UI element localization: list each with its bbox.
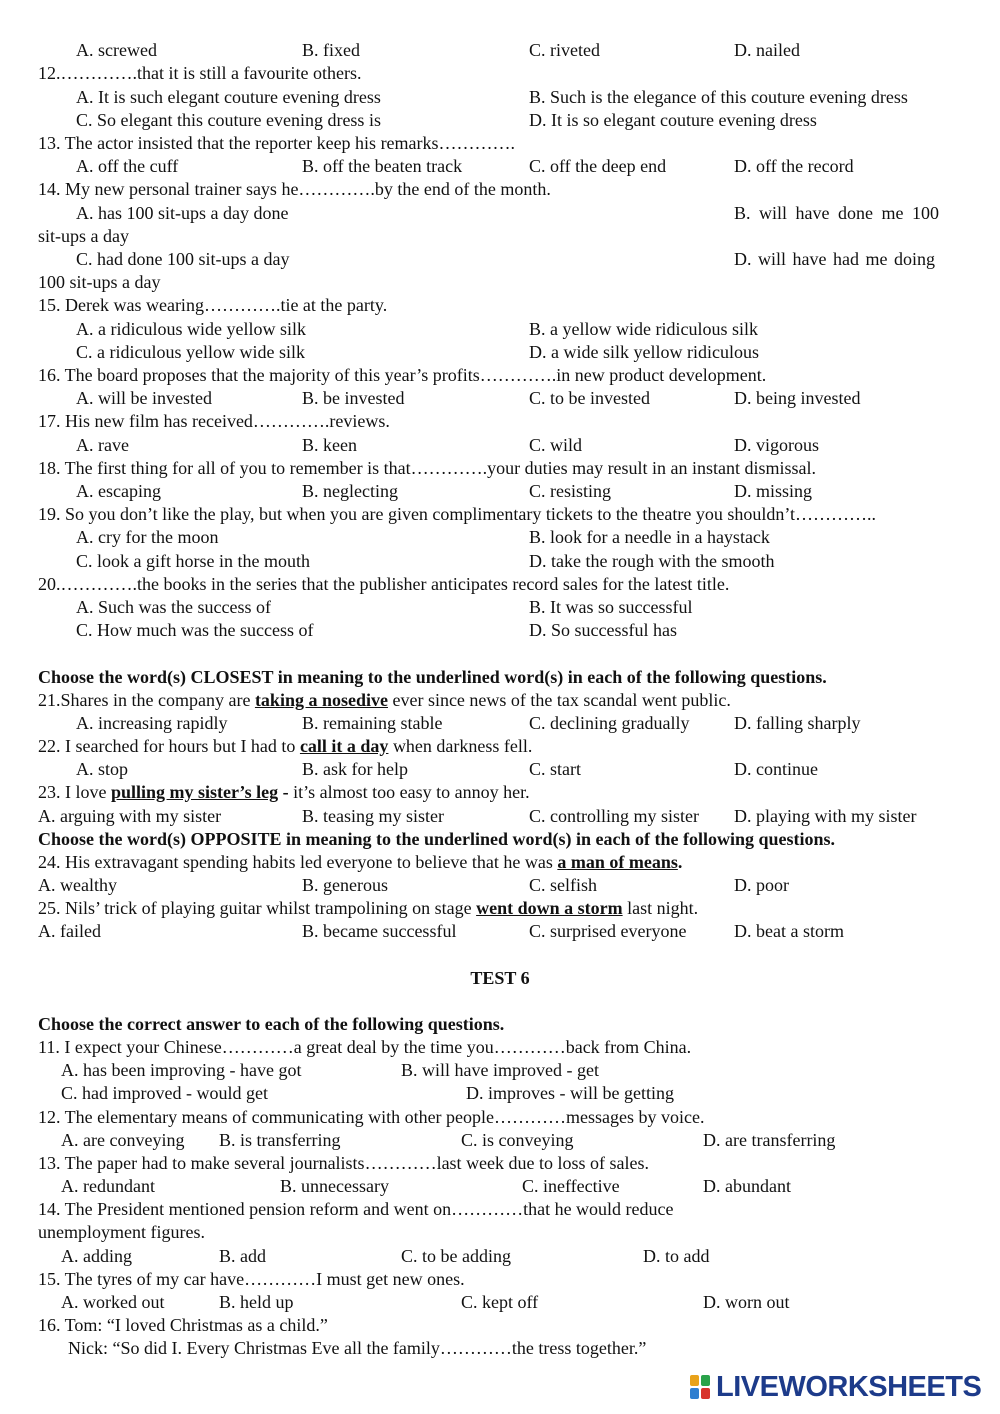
q20-option-d[interactable]: D. So successful has (529, 620, 677, 640)
q14-stem: 14. My new personal trainer says he………….by the end of the month. (38, 179, 551, 199)
q12-stem: 12.………….that it is still a favourite others. (38, 63, 362, 83)
q24-stem (38, 851, 682, 873)
q25-option-a[interactable]: A. failed (38, 921, 101, 941)
q12-option-b[interactable]: B. Such is the elegance of this couture evening dress (529, 87, 908, 107)
t6-q16-dialogue: Nick: “So did I. Every Christmas Eve all the family…………the tress together.” (68, 1338, 647, 1358)
t6-q11-option-d[interactable]: D. improves - will be getting (466, 1083, 674, 1103)
t6-q13-option-a[interactable]: A. redundant (61, 1176, 155, 1196)
q13-option-a[interactable]: A. off the cuff (76, 156, 179, 176)
q20-option-b[interactable]: B. It was so successful (529, 597, 693, 617)
q25-text-post: last night. (622, 898, 699, 918)
q15-stem: 15. Derek was wearing………….tie at the party. (38, 295, 388, 315)
test6-heading: Choose the correct answer to each of the following questions. (38, 1014, 505, 1034)
q24-option-b[interactable]: B. generous (302, 875, 388, 895)
t6-q14-stem-cont: unemployment figures. (38, 1222, 205, 1242)
q17-option-a[interactable]: A. rave (76, 435, 129, 455)
q15-option-b[interactable]: B. a yellow wide ridiculous silk (529, 319, 758, 339)
t6-q13-option-b[interactable]: B. unnecessary (280, 1176, 389, 1196)
q13-option-c[interactable]: C. off the deep end (529, 156, 667, 176)
q25-option-b[interactable]: B. became successful (302, 921, 457, 941)
q25-stem (38, 897, 698, 919)
t6-q14-option-a[interactable]: A. adding (61, 1246, 132, 1266)
q18-option-b[interactable]: B. neglecting (302, 481, 398, 501)
q21-option-a[interactable]: A. increasing rapidly (76, 713, 228, 733)
q25-text-pre: 25. Nils’ trick of playing guitar whilst trampolining on stage (38, 898, 477, 918)
q22-option-c[interactable]: C. start (529, 759, 581, 779)
q15-option-a[interactable]: A. a ridiculous wide yellow silk (76, 319, 306, 339)
opposite-heading: Choose the word(s) OPPOSITE in meaning to the underlined word(s) in each of the following questions. (38, 829, 836, 849)
q21-stem (38, 689, 731, 711)
q25-option-c[interactable]: C. surprised everyone (529, 921, 687, 941)
t6-q14-option-b[interactable]: B. add (219, 1246, 266, 1266)
q18-option-a[interactable]: A. escaping (76, 481, 161, 501)
t6-q15-option-c[interactable]: C. kept off (461, 1292, 539, 1312)
q18-option-c[interactable]: C. resisting (529, 481, 612, 501)
q12-option-d[interactable]: D. It is so elegant couture evening dress (529, 110, 817, 130)
q25-option-d[interactable]: D. beat a storm (734, 921, 844, 941)
q14-option-c[interactable]: C. had done 100 sit-ups a day (76, 249, 290, 269)
q14-option-d-cont[interactable]: 100 sit-ups a day (38, 272, 161, 292)
q17-option-b[interactable]: B. keen (302, 435, 357, 455)
q21-underlined-phrase: taking a nosedive (254, 690, 388, 710)
t6-q15-option-a[interactable]: A. worked out (61, 1292, 165, 1312)
t6-q15-option-d[interactable]: D. worn out (703, 1292, 790, 1312)
q24-option-a[interactable]: A. wealthy (38, 875, 117, 895)
t6-q12-option-b[interactable]: B. is transferring (219, 1130, 341, 1150)
q13-option-d[interactable]: D. off the record (734, 156, 854, 176)
q23-underlined-phrase: pulling my sister’s leg (110, 782, 279, 802)
t6-q13-option-d[interactable]: D. abundant (703, 1176, 791, 1196)
q15-option-d[interactable]: D. a wide silk yellow ridiculous (529, 342, 759, 362)
q14-option-b[interactable]: B. will have done me 100 (734, 203, 939, 223)
t6-q14-option-d[interactable]: D. to add (643, 1246, 710, 1266)
q11-option-a[interactable]: A. screwed (76, 40, 157, 60)
q14-option-b-cont[interactable]: sit-ups a day (38, 226, 129, 246)
q23-text-post: it’s almost too easy to annoy her. (288, 782, 530, 802)
t6-q14-option-c[interactable]: C. to be adding (401, 1246, 511, 1266)
q22-text-pre: 22. I searched for hours but I had to (38, 736, 300, 756)
q20-stem: 20.………….the books in the series that the publisher anticipates record sales for the latest title. (38, 574, 730, 594)
q22-option-a[interactable]: A. stop (76, 759, 129, 779)
q19-option-a[interactable]: A. cry for the moon (76, 527, 219, 547)
q22-option-d[interactable]: D. continue (734, 759, 818, 779)
q23-stem (38, 781, 530, 803)
q22-underlined-phrase: call it a day (299, 736, 389, 756)
q17-stem: 17. His new film has received………….reviews. (38, 411, 390, 431)
q11-option-b[interactable]: B. fixed (302, 40, 360, 60)
q19-option-c[interactable]: C. look a gift horse in the mouth (76, 551, 310, 571)
t6-q12-option-d[interactable]: D. are transferring (703, 1130, 836, 1150)
q21-option-d[interactable]: D. falling sharply (734, 713, 861, 733)
q23-text-pre: 23. I love (38, 782, 111, 802)
q17-option-d[interactable]: D. vigorous (734, 435, 819, 455)
q23-dash: - (278, 782, 289, 802)
q24-text-post: . (677, 852, 683, 872)
q15-option-c[interactable]: C. a ridiculous yellow wide silk (76, 342, 305, 362)
q23-option-a[interactable]: A. arguing with my sister (38, 806, 222, 826)
q22-option-b[interactable]: B. ask for help (302, 759, 408, 779)
q17-option-c[interactable]: C. wild (529, 435, 583, 455)
q11-option-c[interactable]: C. riveted (529, 40, 600, 60)
q20-option-c[interactable]: C. How much was the success of (76, 620, 314, 640)
t6-q11-option-c[interactable]: C. had improved - would get (61, 1083, 268, 1103)
q16-option-c[interactable]: C. to be invested (529, 388, 650, 408)
closest-heading: Choose the word(s) CLOSEST in meaning to the underlined word(s) in each of the following questions. (38, 667, 827, 687)
q13-stem: 13. The actor insisted that the reporter keep his remarks…………. (38, 133, 516, 153)
q16-option-b[interactable]: B. be invested (302, 388, 405, 408)
t6-q14-stem: 14. The President mentioned pension reform and went on…………that he would reduce (38, 1199, 674, 1219)
t6-q15-option-b[interactable]: B. held up (219, 1292, 294, 1312)
q24-option-d[interactable]: D. poor (734, 875, 789, 895)
q21-text-post: ever since news of the tax scandal went public. (387, 690, 731, 710)
q14-option-d[interactable]: D. will have had me doing (734, 249, 935, 269)
q12-option-c[interactable]: C. So elegant this couture evening dress is (76, 110, 381, 130)
q19-stem: 19. So you don’t like the play, but when you are given complimentary tickets to the theatre you shouldn’t………….. (38, 504, 877, 524)
q21-option-c[interactable]: C. declining gradually (529, 713, 690, 733)
q23-option-b[interactable]: B. teasing my sister (302, 806, 444, 826)
test6-title: TEST 6 (470, 968, 530, 988)
q21-option-b[interactable]: B. remaining stable (302, 713, 443, 733)
q18-option-d[interactable]: D. missing (734, 481, 813, 501)
q12-option-a[interactable]: A. It is such elegant couture evening dress (76, 87, 381, 107)
q19-option-b[interactable]: B. look for a needle in a haystack (529, 527, 770, 547)
t6-q11-option-b[interactable]: B. will have improved - get (401, 1060, 599, 1080)
q13-option-b[interactable]: B. off the beaten track (302, 156, 463, 176)
t6-q12-stem: 12. The elementary means of communicating with other people…………messages by voice. (38, 1107, 705, 1127)
t6-q12-option-c[interactable]: C. is conveying (461, 1130, 574, 1150)
q11-option-d[interactable]: D. nailed (734, 40, 800, 60)
q16-stem: 16. The board proposes that the majority of this year’s profits………….in new product development. (38, 365, 767, 385)
liveworksheets-logo-text: LIVEWORKSHEETS (716, 1370, 982, 1403)
t6-q12-option-a[interactable]: A. are conveying (61, 1130, 185, 1150)
t6-q16-stem: 16. Tom: “I loved Christmas as a child.” (38, 1315, 328, 1335)
t6-q11-stem: 11. I expect your Chinese…………a great deal by the time you…………back from China. (38, 1037, 692, 1057)
t6-q15-stem: 15. The tyres of my car have…………I must get new ones. (38, 1269, 465, 1289)
q23-option-c[interactable]: C. controlling my sister (529, 806, 699, 826)
q24-option-c[interactable]: C. selfish (529, 875, 598, 895)
t6-q13-option-c[interactable]: C. ineffective (522, 1176, 620, 1196)
q21-text-pre: 21.Shares in the company are (38, 690, 255, 710)
q18-stem: 18. The first thing for all of you to remember is that………….your duties may result in an instant dismissal. (38, 458, 817, 478)
liveworksheets-logo[interactable] (690, 1372, 981, 1402)
q23-option-d[interactable]: D. playing with my sister (734, 806, 917, 826)
liveworksheets-logo-icon (690, 1374, 712, 1400)
q14-option-a[interactable]: A. has 100 sit-ups a day done (76, 203, 289, 223)
q22-stem (38, 735, 532, 757)
q22-text-post: when darkness fell. (388, 736, 533, 756)
q25-underlined-phrase: went down a storm (476, 898, 623, 918)
q20-option-a[interactable]: A. Such was the success of (76, 597, 271, 617)
q16-option-d[interactable]: D. being invested (734, 388, 861, 408)
q24-underlined-phrase: a man of means (557, 852, 678, 872)
q24-text-pre: 24. His extravagant spending habits led everyone to believe that he was (38, 852, 558, 872)
q19-option-d[interactable]: D. take the rough with the smooth (529, 551, 775, 571)
t6-q11-option-a[interactable]: A. has been improving - have got (61, 1060, 302, 1080)
t6-q13-stem: 13. The paper had to make several journalists…………last week due to loss of sales. (38, 1153, 650, 1173)
q16-option-a[interactable]: A. will be invested (76, 388, 212, 408)
